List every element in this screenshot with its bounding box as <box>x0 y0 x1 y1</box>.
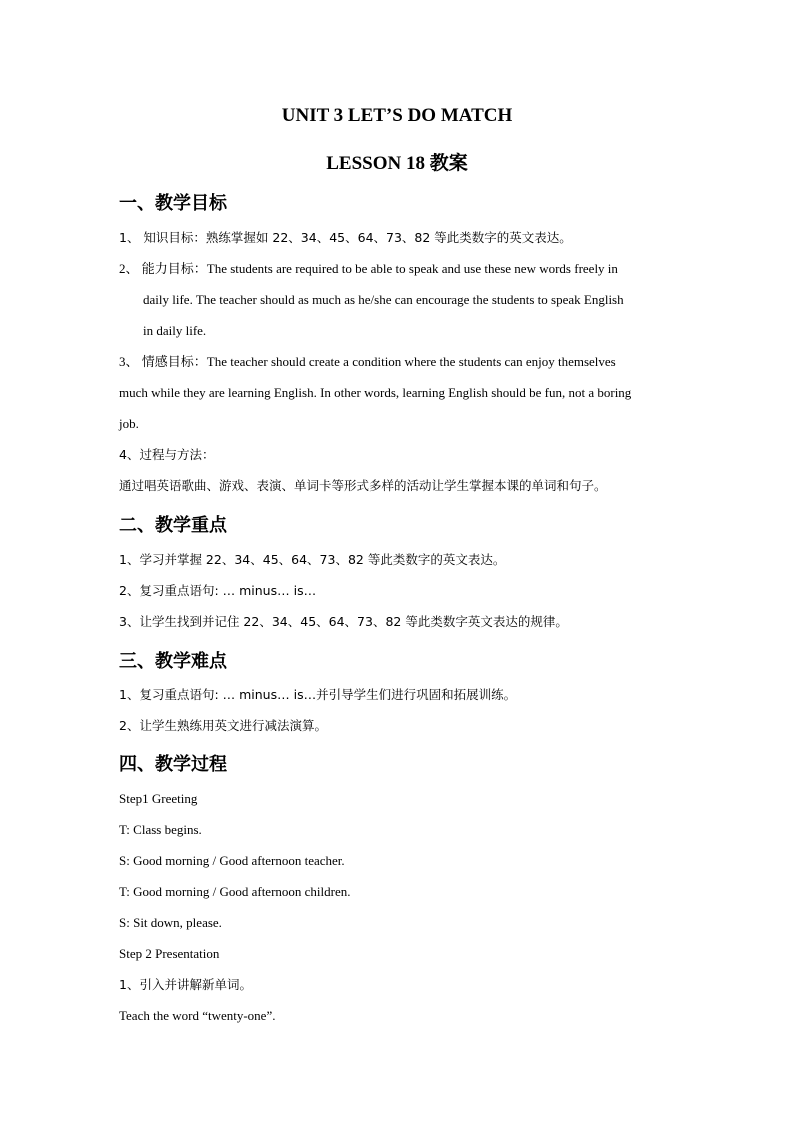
section-heading-objectives: 一、教学目标 <box>119 193 227 213</box>
key-point-1: 1、学习并掌握 22、34、45、64、73、82 等此类数字的英文表达。 <box>119 552 506 567</box>
document-subtitle: LESSON 18 教案 <box>326 153 468 174</box>
difficulty-1: 1、复习重点语句: … minus… is…并引导学生们进行巩固和拓展训练。 <box>119 687 517 702</box>
section-heading-process: 四、教学过程 <box>119 754 227 774</box>
objective-emotion-line2: much while they are learning English. In other words, learning English should be fun, not a boring <box>119 385 632 400</box>
step2-item-2: Teach the word “twenty-one”. <box>119 1008 276 1023</box>
objective-ability-line2: daily life. The teacher should as much as he/she can encourage the students to speak English <box>143 292 624 307</box>
objective-process-text: 通过唱英语歌曲、游戏、表演、单词卡等形式多样的活动让学生掌握本课的单词和句子。 <box>119 478 607 493</box>
section-heading-difficulties: 三、教学难点 <box>119 651 227 671</box>
objective-process-label: 4、过程与方法： <box>119 447 215 462</box>
step1-heading: Step1 Greeting <box>119 791 198 806</box>
key-point-2: 2、复习重点语句: … minus… is… <box>119 583 317 598</box>
step2-item-1: 1、引入并讲解新单词。 <box>119 977 252 992</box>
document-title: UNIT 3 LET’S DO MATCH <box>281 105 513 126</box>
step2-heading: Step 2 Presentation <box>119 946 220 961</box>
dialogue-line-3: T: Good morning / Good afternoon children. <box>119 884 351 899</box>
difficulty-2: 2、让学生熟练用英文进行减法演算。 <box>119 718 327 733</box>
objective-knowledge: 1、 知识目标：熟练掌握如 22、34、45、64、73、82 等此类数字的英文表达。 <box>119 230 572 245</box>
objective-ability-line1: 2、 能力目标：The students are required to be able to speak and use these new words freely in <box>119 261 618 276</box>
objective-ability-line3: in daily life. <box>143 323 207 338</box>
section-heading-key-points: 二、教学重点 <box>119 515 227 535</box>
dialogue-line-4: S: Sit down, please. <box>119 915 222 930</box>
objective-emotion-line1: 3、 情感目标：The teacher should create a condition where the students can enjoy themselves <box>119 354 616 369</box>
dialogue-line-2: S: Good morning / Good afternoon teacher. <box>119 853 345 868</box>
key-point-3: 3、让学生找到并记住 22、34、45、64、73、82 等此类数字英文表达的规律。 <box>119 614 568 629</box>
objective-emotion-line3: job. <box>119 416 139 431</box>
dialogue-line-1: T: Class begins. <box>119 822 202 837</box>
